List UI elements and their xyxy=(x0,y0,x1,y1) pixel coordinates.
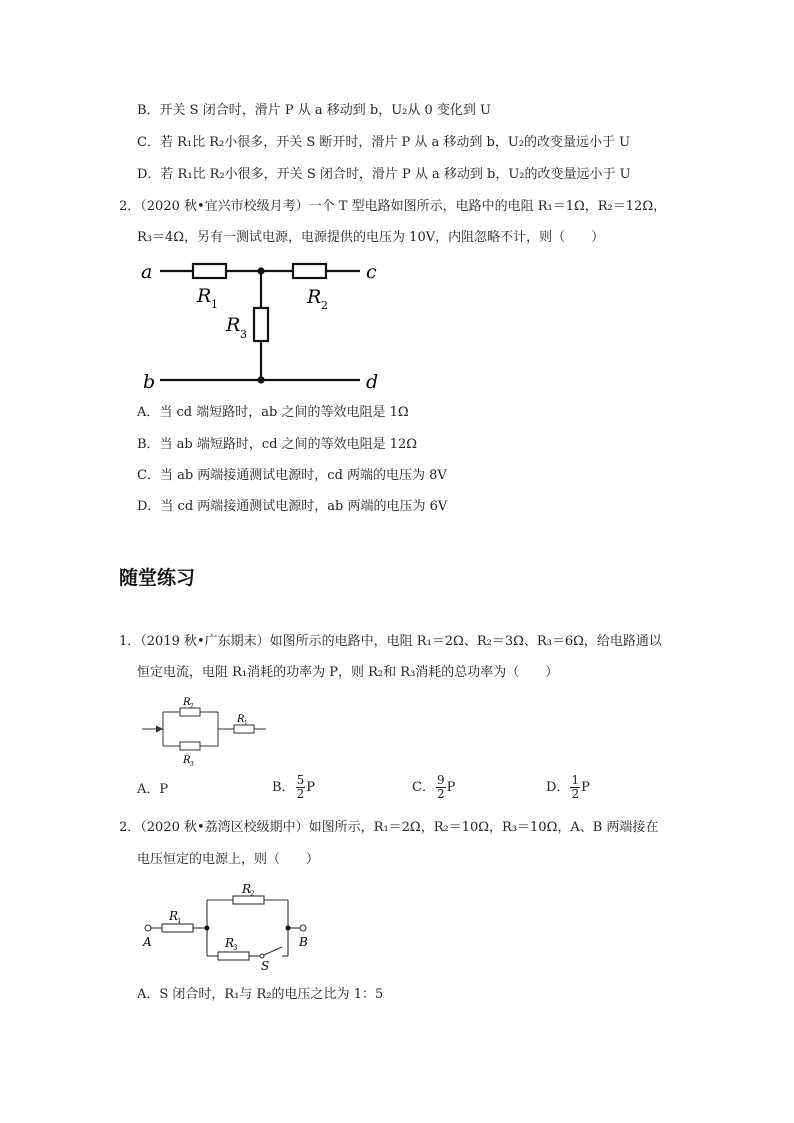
r1-sub: 1 xyxy=(211,298,218,311)
r1-label: R xyxy=(197,285,212,307)
resistor-r2 xyxy=(233,896,264,904)
terminal-b-label: b xyxy=(143,371,156,393)
practice-q1-stem-line1: 1．（2019 秋•广东期末）如图所示的电路中，电阻 R₁＝2Ω、R₂＝3Ω、R₃＝6Ω，给电路通以 xyxy=(119,634,662,649)
label-b: B xyxy=(299,935,308,949)
terminal-c-label: c xyxy=(366,261,377,283)
r2-label: R xyxy=(307,286,322,308)
q2-option-a: A．当 cd 端短路时，ab 之间的等效电阻是 1Ω xyxy=(137,405,409,420)
r3-sub: 3 xyxy=(240,328,247,341)
practice-q1-option-d: D． $\frac{1}{2}$ P xyxy=(546,773,590,801)
r1-sub: 1 xyxy=(177,917,182,925)
junction-right xyxy=(286,926,291,931)
q2-stem-line2: R₃＝4Ω，另有一测试电源，电源提供的电压为 10V，内阻忽略不计，则（ ） xyxy=(137,230,605,245)
prev-option-c: C．若 R₁比 R₂小很多，开关 S 断开时，滑片 P 从 a 移动到 b，U₂的改变量远小于 U xyxy=(137,135,631,150)
q2-stem-line1: 2．（2020 秋•宜兴市校级月考）一个 T 型电路如图所示，电路中的电阻 R₁＝1Ω，R₂＝12Ω， xyxy=(119,199,667,214)
r2-sub: 2 xyxy=(250,890,255,898)
q2-option-c: C．当 ab 两端接通测试电源时，cd 两端的电压为 8V xyxy=(137,468,447,483)
r1-label: R xyxy=(237,714,245,725)
prev-option-d: D．若 R₁比 R₂小很多，开关 S 闭合时，滑片 P 从 a 移动到 b，U₂的改变量远小于 U xyxy=(137,167,631,182)
r3-sub: 3 xyxy=(233,944,238,952)
practice-q1-option-a: A．P xyxy=(137,782,169,797)
junction-left xyxy=(205,926,210,931)
practice-q1-stem-line2: 恒定电流，电阻 R₁消耗的功率为 P，则 R₂和 R₃消耗的总功率为（ ） xyxy=(137,665,559,680)
r2-sub: 2 xyxy=(321,299,328,312)
r3-sub: 3 xyxy=(190,761,194,768)
r1-sub: 1 xyxy=(244,720,248,727)
fraction-9-2: $\frac{9}{2}$ xyxy=(436,773,445,801)
section-title: 随堂练习 xyxy=(119,567,196,589)
switch-s-blade xyxy=(264,947,282,955)
label-a: A xyxy=(143,935,152,949)
practice-q1-option-b: B． $\frac{5}{2}$ P xyxy=(272,773,315,801)
switch-contact xyxy=(260,954,264,958)
r3-label: R xyxy=(226,314,241,336)
terminal-d-label: d xyxy=(366,371,379,393)
resistor-r3 xyxy=(218,952,249,960)
r3-label: R xyxy=(225,936,235,950)
q2-option-b: B．当 ab 端短路时，cd 之间的等效电阻是 12Ω xyxy=(137,437,418,452)
fraction-1-2: $\frac{1}{2}$ xyxy=(571,773,580,801)
r2-sub: 2 xyxy=(190,703,194,710)
q2-option-d: D．当 cd 两端接通测试电源时，ab 两端的电压为 6V xyxy=(137,499,448,514)
practice-q2-stem-line1: 2．（2020 秋•荔湾区校级期中）如图所示，R₁＝2Ω，R₂＝10Ω，R₃＝10Ω，A、B 两端接在 xyxy=(119,820,659,835)
practice-q2-option-a: A．S 闭合时，R₁与 R₂的电压之比为 1：5 xyxy=(137,987,384,1002)
prev-option-b: B．开关 S 闭合时，滑片 P 从 a 移动到 b，U₂从 0 变化到 U xyxy=(137,103,491,118)
practice-q1-option-c: C． $\frac{9}{2}$ P xyxy=(412,773,456,801)
r3-label: R xyxy=(183,755,191,766)
practice-q2-stem-line2: 电压恒定的电源上，则（ ） xyxy=(137,852,320,867)
label-s: S xyxy=(261,959,270,973)
resistor-r1 xyxy=(162,924,193,932)
fraction-5-2: $\frac{5}{2}$ xyxy=(296,773,305,801)
terminal-b xyxy=(300,925,306,931)
terminal-a-label: a xyxy=(141,261,153,283)
r2-label: R xyxy=(183,697,191,708)
r1-label: R xyxy=(169,909,179,923)
r2-label: R xyxy=(242,882,252,896)
terminal-a xyxy=(145,925,151,931)
